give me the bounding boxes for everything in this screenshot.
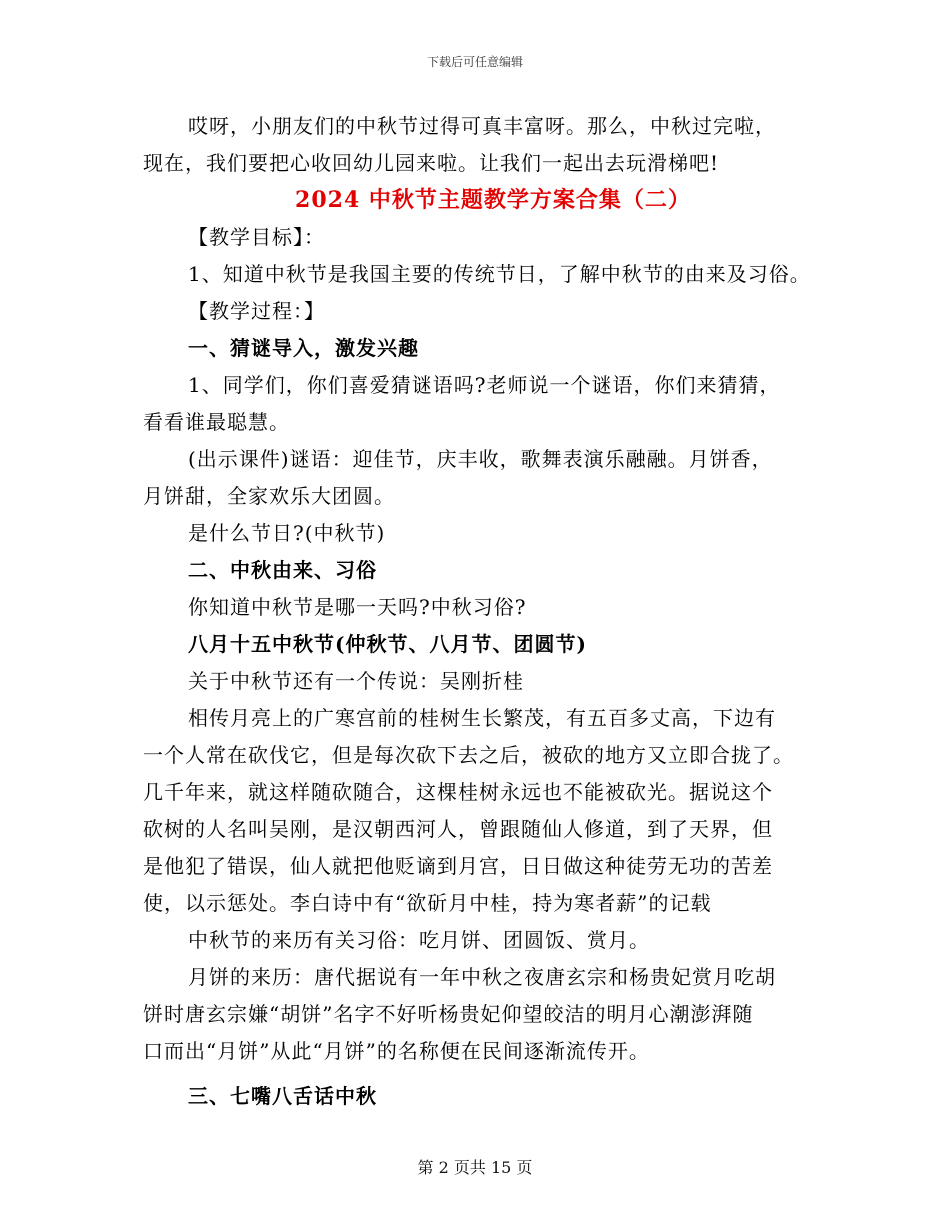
paragraph: 使，以示惩处。李白诗中有“欲斫月中桂，持为寒者薪”的记载	[143, 891, 712, 915]
paragraph: 哎呀，小朋友们的中秋节过得可真丰富呀。那么，中秋过完啦，	[188, 114, 776, 138]
process-heading: 【教学过程：】	[188, 299, 325, 323]
section-heading: 三、七嘴八舌话中秋	[188, 1084, 377, 1108]
paragraph: 现在，我们要把心收回幼儿园来啦。让我们一起出去玩滑梯吧!	[143, 151, 720, 175]
goal-heading: 【教学目标】：	[188, 225, 325, 249]
paragraph: 饼时唐玄宗嫌“胡饼”名字不好听杨贵妃仰望皎洁的明月心潮澎湃随	[143, 1002, 754, 1026]
page-number: 第 2 页共 15 页	[417, 1158, 533, 1177]
paragraph: 你知道中秋节是哪一天吗?中秋习俗?	[188, 595, 527, 619]
paragraph: 月饼的来历：唐代据说有一年中秋之夜唐玄宗和杨贵妃赏月吃胡	[188, 965, 776, 989]
section-title: 2024 中秋节主题教学方案合集（二）	[295, 187, 691, 213]
section-heading: 二、中秋由来、习俗	[188, 558, 377, 582]
paragraph: 看看谁最聪慧。	[143, 410, 290, 434]
paragraph: 月饼甜，全家欢乐大团圆。	[143, 484, 395, 508]
page-header-note: 下载后可任意编辑	[426, 55, 523, 69]
paragraph: 口而出“月饼”从此“月饼”的名称便在民间逐渐流传开。	[143, 1039, 650, 1063]
paragraph: 是什么节日?(中秋节)	[188, 521, 386, 545]
paragraph: 一个人常在砍伐它，但是每次砍下去之后，被砍的地方又立即合拢了。	[143, 743, 794, 767]
paragraph: 1、知道中秋节是我国主要的传统节日，了解中秋节的由来及习俗。	[188, 262, 811, 286]
paragraph: 中秋节的来历有关习俗：吃月饼、团圆饭、赏月。	[188, 928, 650, 952]
paragraph: 1、同学们，你们喜爱猜谜语吗?老师说一个谜语，你们来猜猜，	[188, 373, 781, 397]
paragraph: 砍树的人名叫吴刚，是汉朝西河人，曾跟随仙人修道，到了天界，但	[143, 817, 773, 841]
document-body	[143, 108, 843, 1115]
bold-paragraph: 八月十五中秋节(仲秋节、八月节、团圆节)	[188, 632, 587, 656]
paragraph: 关于中秋节还有一个传说：吴刚折桂	[188, 669, 524, 693]
paragraph: 相传月亮上的广寒宫前的桂树生长繁茂，有五百多丈高，下边有	[188, 706, 776, 730]
section-heading: 一、猜谜导入，激发兴趣	[188, 336, 419, 360]
paragraph: 是他犯了错误，仙人就把他贬谪到月宫，日日做这种徒劳无功的苦差	[143, 854, 773, 878]
paragraph: 几千年来，就这样随砍随合，这棵桂树永远也不能被砍光。据说这个	[143, 780, 773, 804]
paragraph: (出示课件)谜语：迎佳节，庆丰收，歌舞表演乐融融。月饼香，	[188, 447, 773, 471]
